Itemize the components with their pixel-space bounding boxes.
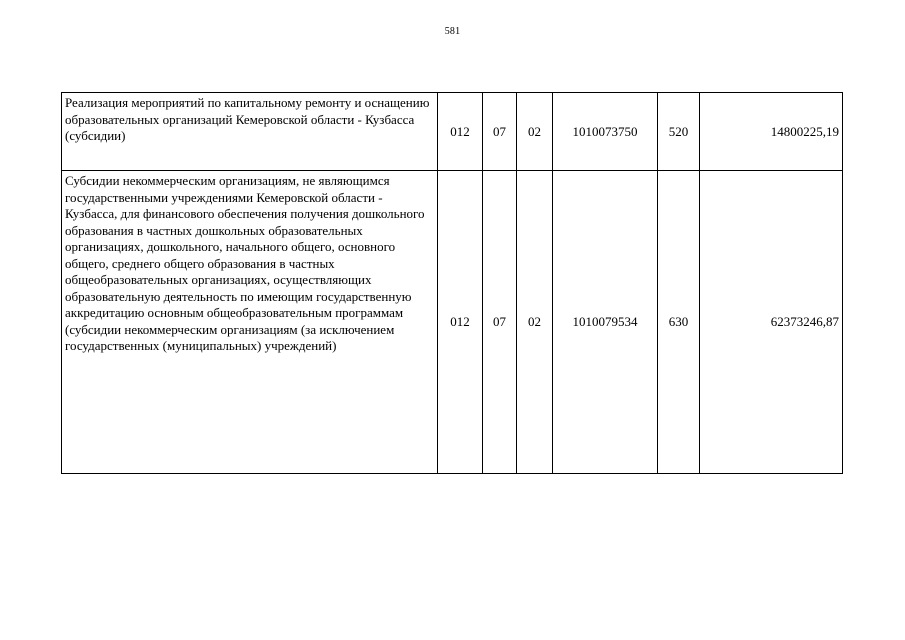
section-code: 07	[483, 93, 517, 171]
expense-description: Субсидии некоммерческим организациям, не являющимся государственными учреждениями Кемеровской области - Кузбасса, для финансового обеспечения получения дошкольного образования в частных дошкольных образовательных организациях, дошкольного, начального общего, основного общего, среднего общего образования в частных общеобразовательных организациях, осуществляющих образовательную деятельность по имеющим государственную аккредитацию основным общеобразовательным программам (субсидии некоммерческим организациям (за исключением государственных (муниципальных) учреждений)	[62, 171, 438, 474]
target-article-code: 1010073750	[553, 93, 658, 171]
subsection-code: 02	[517, 93, 553, 171]
ministry-code: 012	[438, 171, 483, 474]
target-article-code: 1010079534	[553, 171, 658, 474]
ministry-code: 012	[438, 93, 483, 171]
expense-type-code: 630	[658, 171, 700, 474]
section-code: 07	[483, 171, 517, 474]
page-number: 581	[444, 26, 461, 37]
subsection-code: 02	[517, 171, 553, 474]
expense-description: Реализация мероприятий по капитальному ремонту и оснащению образовательных организаций Кемеровской области - Кузбасса (субсидии)	[62, 93, 438, 171]
amount-value: 14800225,19	[700, 93, 843, 171]
table-row	[62, 171, 843, 474]
amount-value: 62373246,87	[700, 171, 843, 474]
expense-type-code: 520	[658, 93, 700, 171]
table-row	[62, 93, 843, 171]
budget-table	[61, 92, 843, 474]
